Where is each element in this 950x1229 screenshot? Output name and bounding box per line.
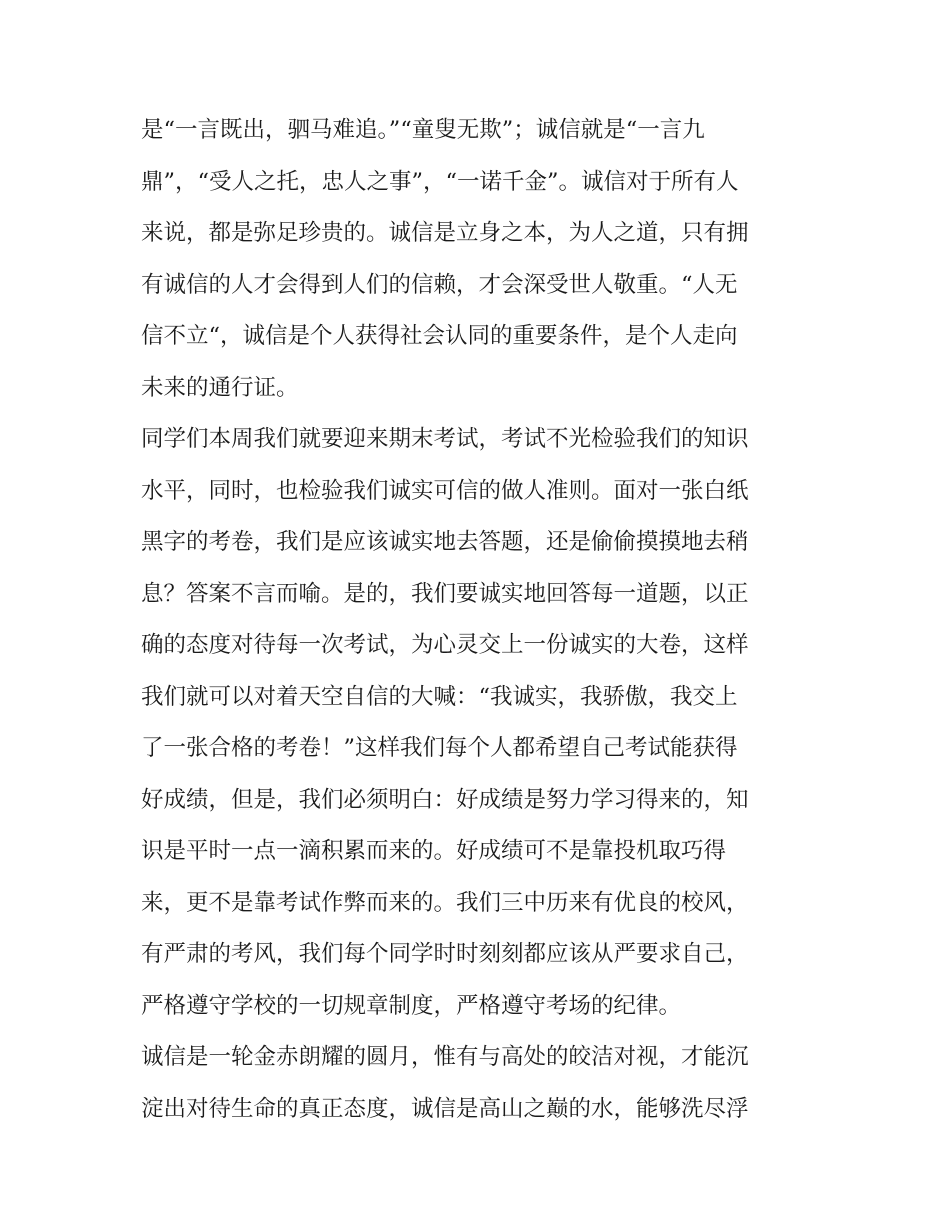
text-line: 息？答案不言而喻。是的，我们要诚实地回答每一道题，以正	[141, 580, 749, 607]
text-line: 黑字的考卷，我们是应该诚实地去答题，还是偷偷摸摸地去稍	[141, 529, 749, 555]
text-line: 确的态度对待每一次考试，为心灵交上一份诚实的大卷，这样	[141, 632, 749, 658]
text-line: 水平，同时，也检验我们诚实可信的做人准则。面对一张白纸	[141, 477, 749, 504]
text-line: 识是平时一点一滴积累而来的。好成绩可不是靠投机取巧得	[141, 838, 727, 864]
text-line: 未来的通行证。	[141, 374, 299, 401]
text-line: 了一张合格的考卷！”这样我们每个人都希望自己考试能获得	[141, 735, 738, 761]
text-line: 淀出对待生命的真正态度，诚信是高山之巅的水，能够洗尽浮	[141, 1095, 749, 1122]
text-line: 来，更不是靠考试作弊而来的。我们三中历来有优良的校风，	[141, 889, 749, 916]
text-line: 同学们本周我们就要迎来期末考试，考试不光检验我们的知识	[141, 426, 749, 452]
text-line: 我们就可以对着天空自信的大喊：“我诚实，我骄傲，我交上	[141, 683, 738, 710]
text-line: 诚信是一轮金赤朗耀的圆月，惟有与高处的皎洁对视，才能沉	[141, 1044, 749, 1070]
text-line: 好成绩，但是，我们必须明白：好成绩是努力学习得来的，知	[141, 786, 749, 813]
text-line: 有严肃的考风，我们每个同学时时刻刻都应该从严要求自己，	[141, 941, 749, 967]
text-line: 来说，都是弥足珍贵的。诚信是立身之本，为人之道，只有拥	[141, 220, 749, 246]
text-line: 严格遵守学校的一切规章制度，严格遵守考场的纪律。	[141, 992, 682, 1019]
text-line: 有诚信的人才会得到人们的信赖，才会深受世人敬重。“人无	[141, 271, 738, 298]
text-line: 信不立“，诚信是个人获得社会认同的重要条件，是个人走向	[141, 323, 738, 349]
text-line: 是“一言既出，驷马难追。”“童叟无欺”；诚信就是“一言九	[141, 117, 705, 143]
text-line: 鼎”，“受人之托，忠人之事”，“一诺千金”。诚信对于所有人	[141, 168, 739, 195]
document-body	[141, 105, 821, 1135]
